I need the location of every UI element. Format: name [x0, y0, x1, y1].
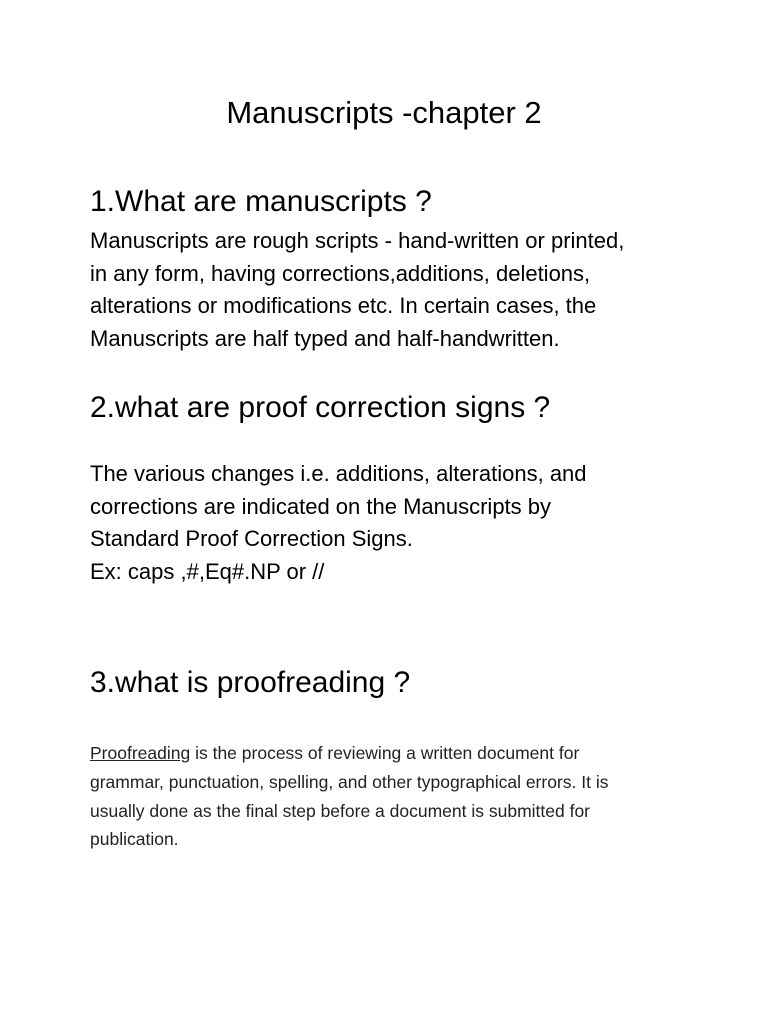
paragraph-line: in any form, having corrections,additions, deletions, — [90, 260, 591, 286]
paragraph-line: publication. — [90, 829, 179, 850]
paragraph-line: Manuscripts are rough scripts - hand-written or printed, — [90, 228, 625, 253]
section-2-heading: 2.what are proof correction signs ? — [90, 391, 551, 424]
paragraph-line-rest: is the process of reviewing a written document for — [190, 743, 580, 763]
section-1-heading: 1.What are manuscripts ? — [90, 185, 432, 218]
paragraph-line: Ex: caps ,#,Eq#.NP or // — [90, 558, 325, 584]
section-1-paragraph — [90, 225, 690, 355]
paragraph-line: Standard Proof Correction Signs. — [90, 526, 413, 552]
paragraph-line — [90, 739, 690, 768]
paragraph-line: The various changes i.e. additions, alterations, and — [90, 461, 587, 486]
paragraph-line: grammar, punctuation, spelling, and other typographical errors. It is — [90, 771, 609, 792]
paragraph-line: corrections are indicated on the Manuscripts by — [90, 493, 552, 519]
paragraph-line: Manuscripts are half typed and half-handwritten. — [90, 325, 560, 351]
paragraph-line: usually done as the final step before a document is submitted for — [90, 800, 591, 821]
proofreading-link[interactable]: Proofreading — [90, 743, 191, 763]
section-3-paragraph — [90, 739, 690, 854]
section-2-paragraph — [90, 458, 690, 588]
page-title: Manuscripts -chapter 2 — [226, 95, 542, 130]
section-3-heading: 3.what is proofreading ? — [90, 666, 411, 699]
paragraph-line: alterations or modifications etc. In certain cases, the — [90, 293, 597, 319]
